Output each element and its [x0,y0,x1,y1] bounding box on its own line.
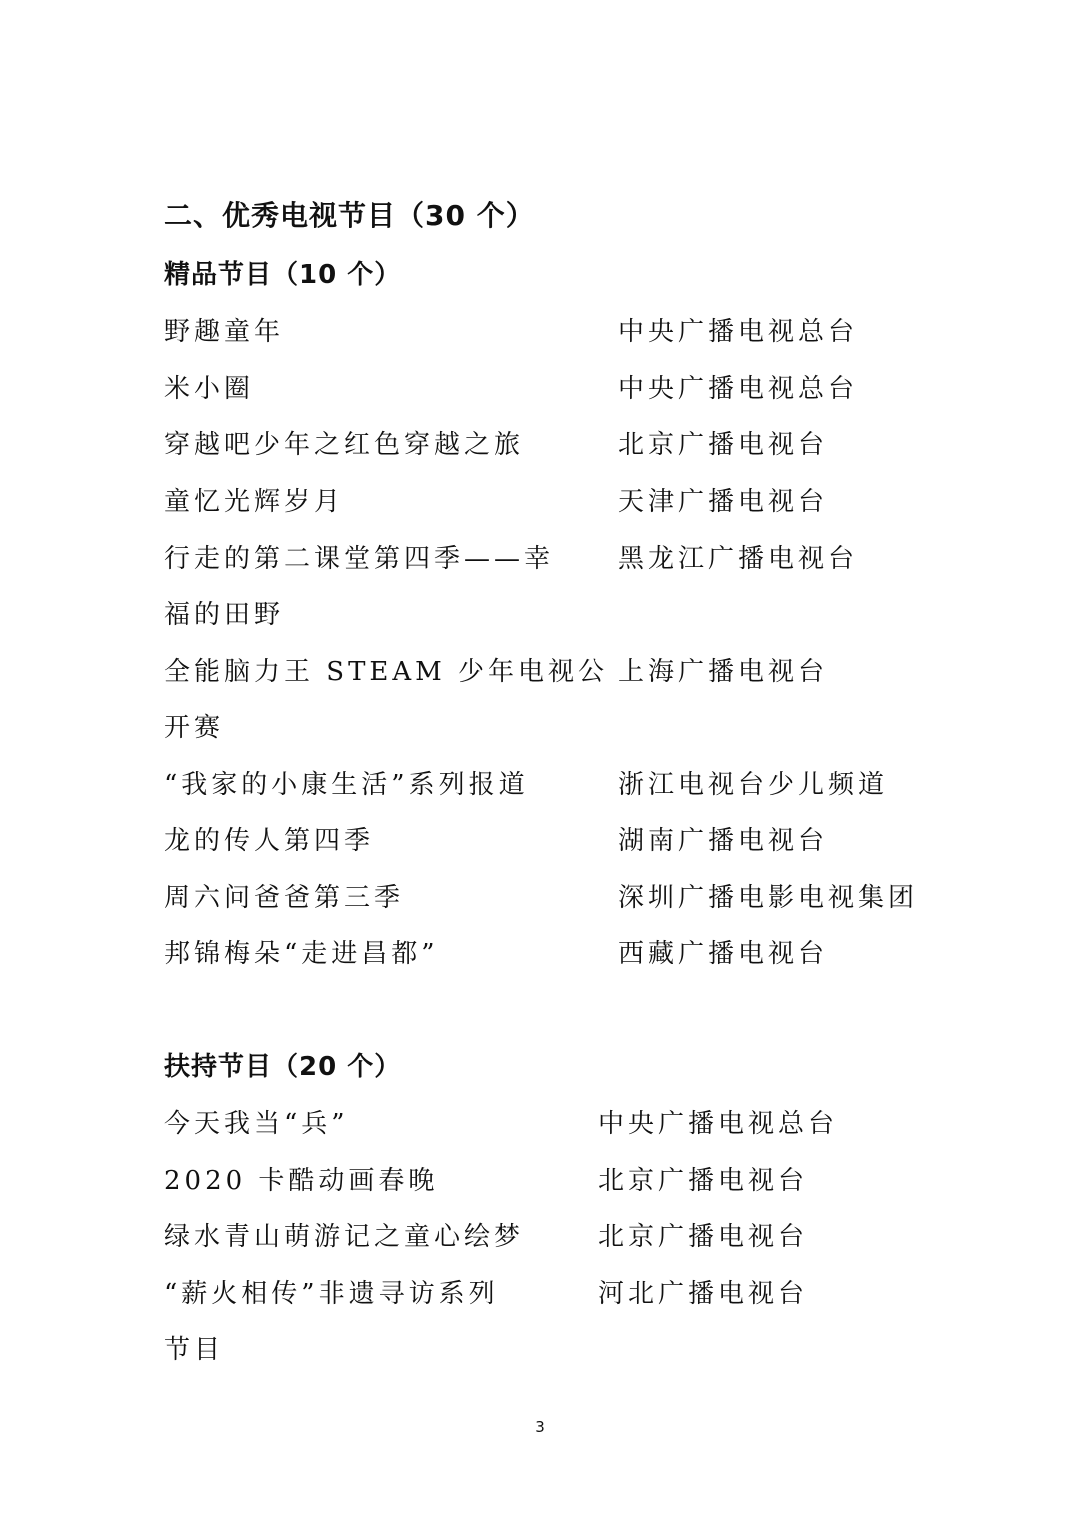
program-name: 全能脑力王 STEAM 少年电视公 [164,657,609,687]
list-item [164,368,944,408]
program-name: “薪火相传”非遗寻访系列 [164,1279,499,1309]
list-item [164,764,944,804]
list-item [164,1273,944,1313]
program-name: 2020 卡酷动画春晚 [164,1166,439,1196]
program-name: 邦锦梅朵“走进昌都” [164,939,439,969]
program-organization: 上海广播电视台 [618,657,829,687]
list-item [164,820,944,860]
list-item [164,1329,944,1369]
premium-programs-heading: 精品节目（10 个） [164,260,402,290]
program-name: 穿越吧少年之红色穿越之旅 [164,430,525,460]
list-item [164,311,944,351]
program-name: 绿水青山萌游记之童心绘梦 [164,1222,525,1252]
program-organization: 北京广播电视台 [598,1166,809,1196]
program-name: 福的田野 [164,600,285,630]
program-name: 米小圈 [164,374,255,404]
program-name: 行走的第二课堂第四季——幸 [164,544,555,574]
program-organization: 天津广播电视台 [618,487,829,517]
program-organization: 深圳广播电影电视集团 [618,883,919,913]
program-organization: 西藏广播电视台 [618,939,829,969]
list-item [164,651,944,691]
program-organization: 河北广播电视台 [598,1279,809,1309]
list-item [164,424,944,464]
supported-programs-heading: 扶持节目（20 个） [164,1052,402,1082]
program-organization: 中央广播电视总台 [598,1109,839,1139]
list-item [164,1103,944,1143]
section-title: 二、优秀电视节目（30 个） [164,199,535,232]
list-item [164,1216,944,1256]
program-name: 龙的传人第四季 [164,826,375,856]
program-name: 节目 [164,1335,225,1365]
program-organization: 湖南广播电视台 [618,826,829,856]
program-name: 周六问爸爸第三季 [164,883,405,913]
program-name: 野趣童年 [164,317,285,347]
list-item [164,538,944,578]
program-name: 童忆光辉岁月 [164,487,345,517]
program-name: 开赛 [164,713,225,743]
list-item [164,933,944,973]
program-organization: 浙江电视台少儿频道 [618,770,889,800]
program-organization: 北京广播电视台 [598,1222,809,1252]
program-organization: 北京广播电视台 [618,430,829,460]
page-number: 3 [535,1418,545,1436]
program-organization: 黑龙江广播电视台 [618,544,859,574]
list-item [164,481,944,521]
program-name: “我家的小康生活”系列报道 [164,770,529,800]
list-item [164,594,944,634]
list-item [164,877,944,917]
program-organization: 中央广播电视总台 [618,317,859,347]
list-item [164,707,944,747]
program-organization: 中央广播电视总台 [618,374,859,404]
program-name: 今天我当“兵” [164,1109,349,1139]
list-item [164,1160,944,1200]
